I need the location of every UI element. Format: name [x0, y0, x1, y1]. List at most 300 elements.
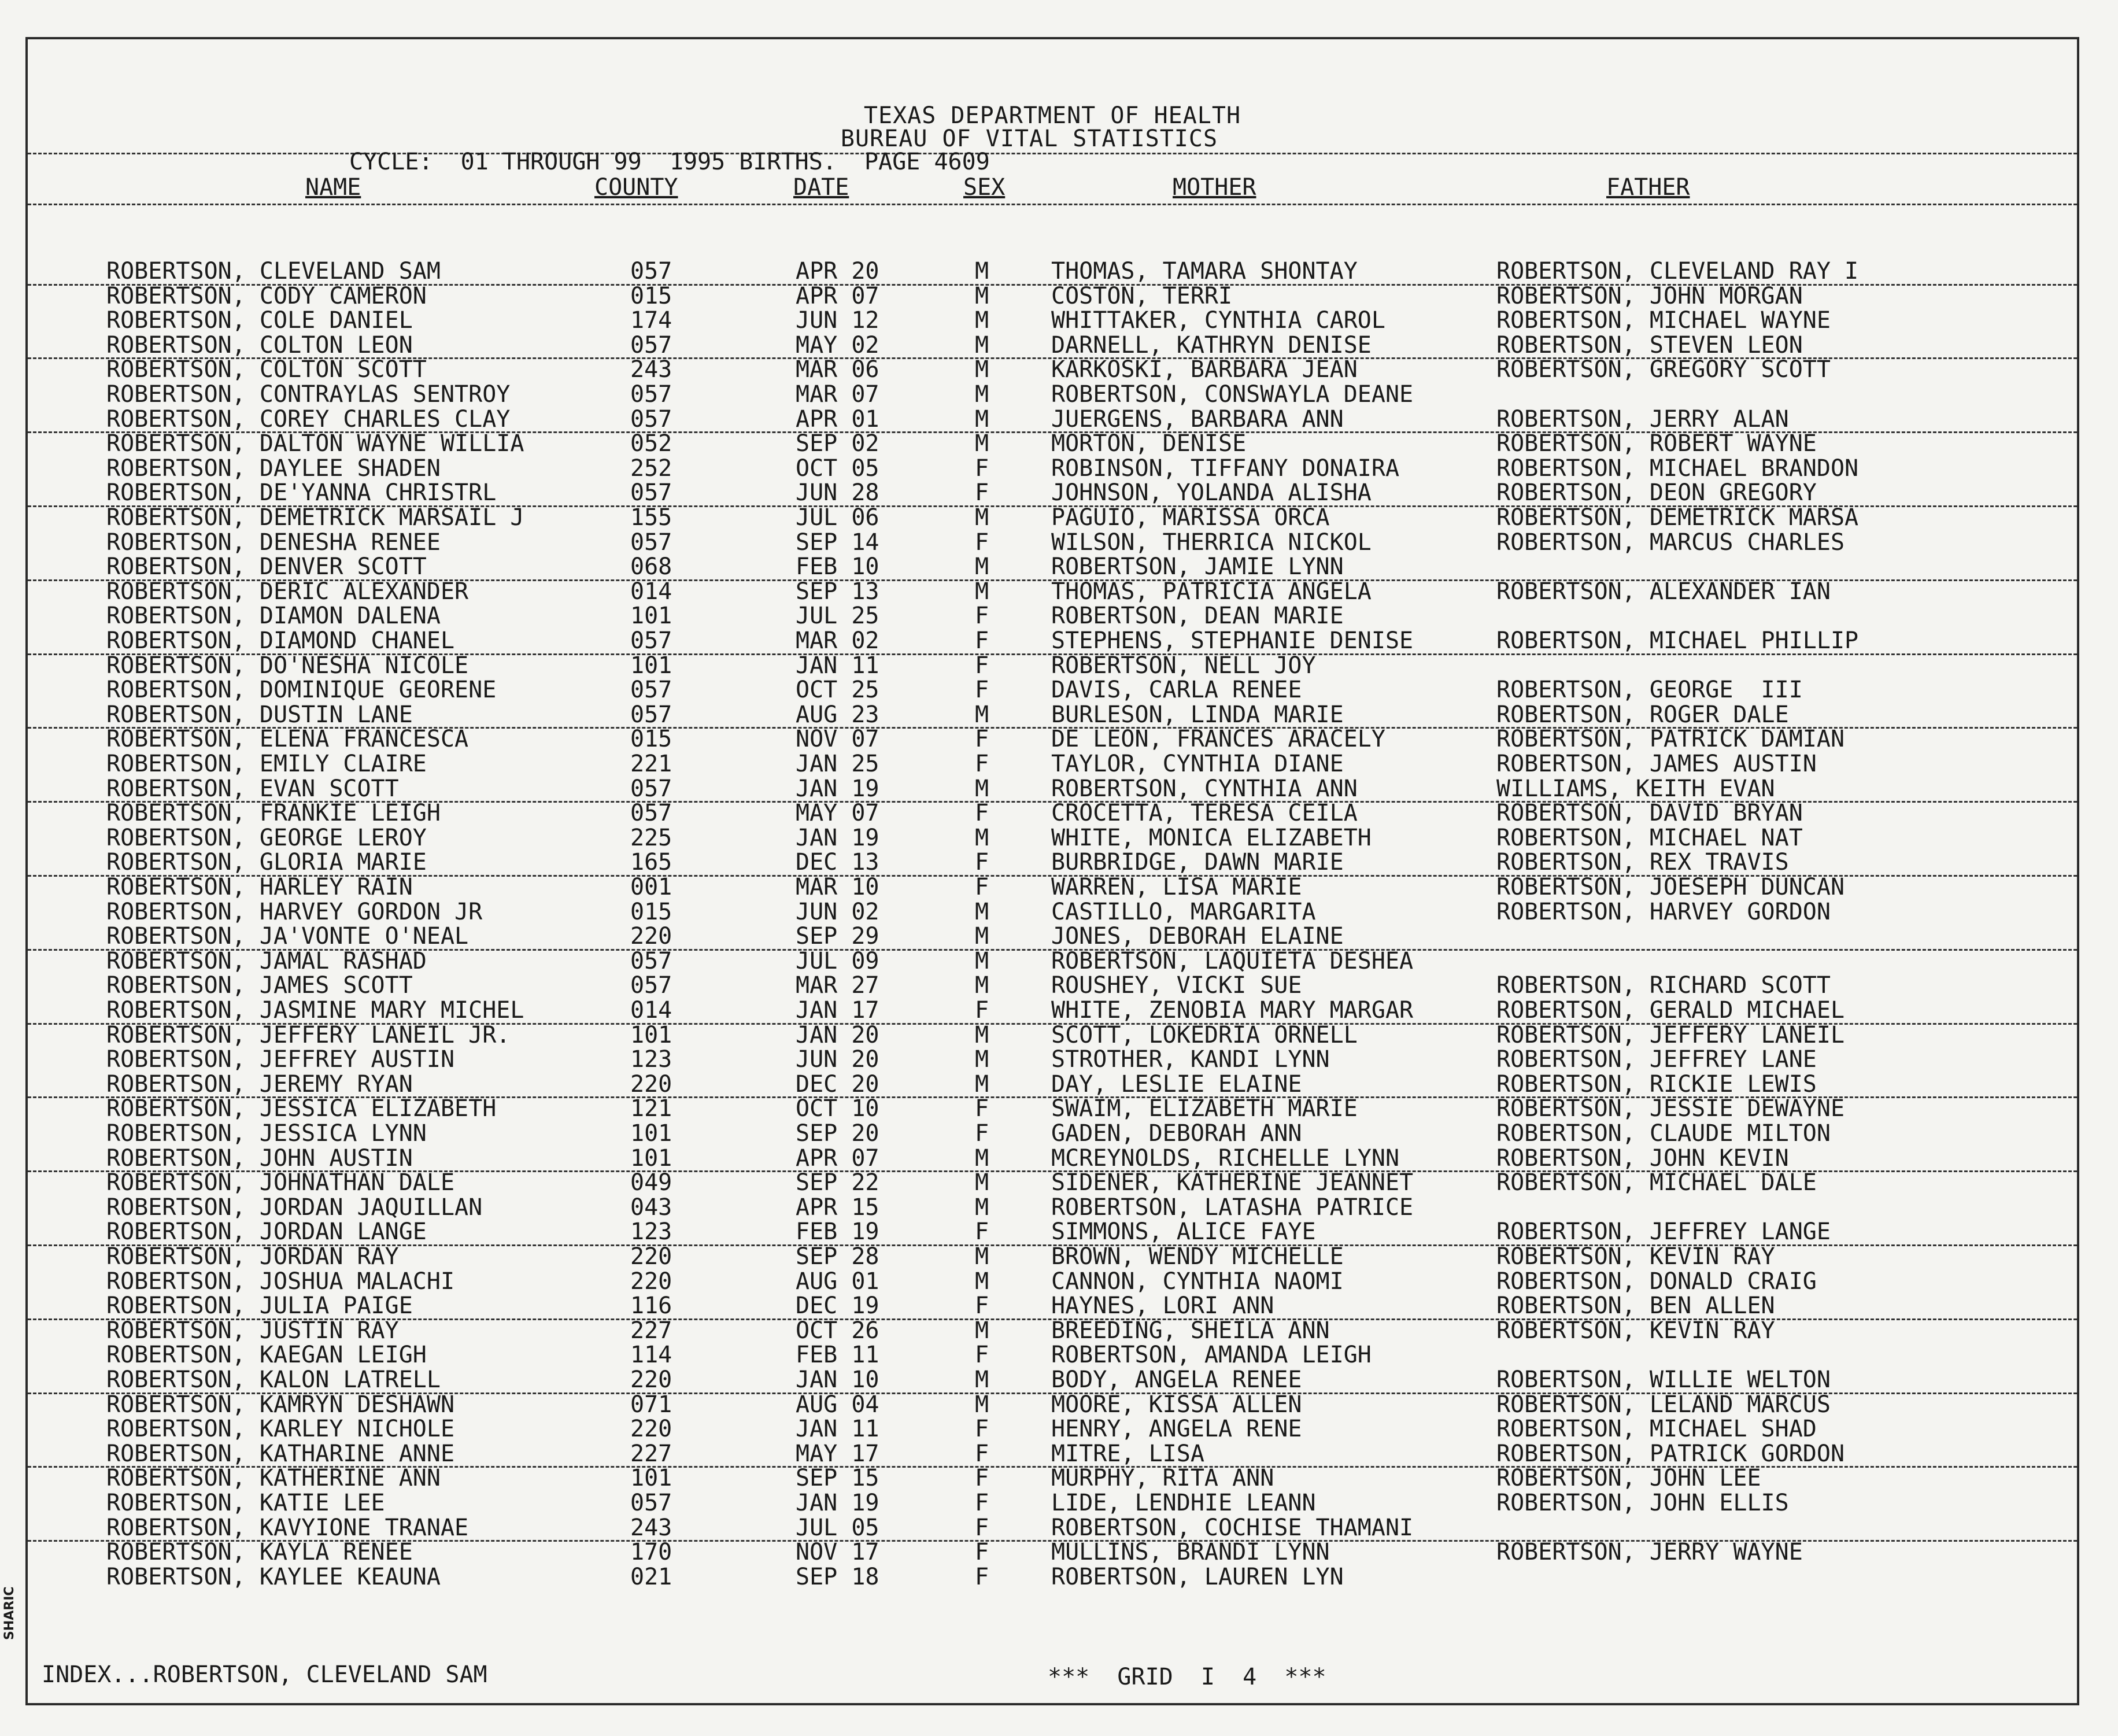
cell-mother: WHITE, MONICA ELIZABETH: [1051, 824, 1372, 851]
cell-county: 014: [630, 997, 672, 1024]
cell-name: ROBERTSON, JORDAN RAY: [106, 1243, 399, 1270]
cell-name: ROBERTSON, JAMES SCOTT: [106, 972, 413, 999]
cell-name: ROBERTSON, KATIE LEE: [106, 1490, 385, 1516]
cell-sex: M: [975, 504, 989, 531]
cell-date: FEB 10: [796, 553, 879, 581]
table-row: [28, 1023, 2077, 1048]
cell-sex: F: [975, 1465, 989, 1492]
cell-sex: M: [975, 1144, 989, 1172]
cell-date: JAN 19: [796, 824, 879, 851]
cell-date: OCT 05: [796, 455, 879, 482]
cell-sex: F: [975, 1095, 989, 1122]
column-header-date: DATE: [793, 174, 849, 201]
index-line: INDEX...ROBERTSON, CLEVELAND SAM: [42, 1661, 487, 1688]
cell-county: 116: [630, 1292, 672, 1320]
cell-county: 057: [630, 1490, 672, 1516]
cell-father: ROBERTSON, DEON GREGORY: [1496, 479, 1817, 507]
cell-mother: MULLINS, BRANDI LYNN: [1051, 1539, 1330, 1566]
cell-sex: M: [975, 1243, 989, 1270]
table-row: [28, 1540, 2077, 1565]
cell-date: NOV 17: [796, 1539, 879, 1566]
cell-date: AUG 23: [796, 701, 879, 728]
table-row: [28, 1195, 2077, 1220]
table-row: [28, 555, 2077, 581]
cell-sex: F: [975, 677, 989, 704]
table-row: [28, 727, 2077, 752]
table-row: [28, 1368, 2077, 1394]
cell-date: JAN 25: [796, 751, 879, 777]
cell-date: OCT 25: [796, 677, 879, 704]
cell-father: ROBERTSON, DAVID BRYAN: [1496, 800, 1803, 827]
table-row: [28, 703, 2077, 729]
cell-date: JUN 12: [796, 307, 879, 334]
cell-father: ROBERTSON, ROBERT WAYNE: [1496, 430, 1817, 457]
cell-name: ROBERTSON, DENVER SCOTT: [106, 553, 427, 581]
cell-father: ROBERTSON, HARVEY GORDON: [1496, 898, 1831, 925]
cell-county: 049: [630, 1169, 672, 1196]
cell-name: ROBERTSON, JUSTIN RAY: [106, 1317, 399, 1344]
cell-county: 220: [630, 1268, 672, 1295]
cell-sex: F: [975, 1490, 989, 1516]
cell-county: 220: [630, 1070, 672, 1098]
table-row: [28, 333, 2077, 360]
cell-county: 021: [630, 1563, 672, 1590]
cell-county: 155: [630, 504, 672, 531]
cell-name: ROBERTSON, JOSHUA MALACHI: [106, 1268, 455, 1295]
cell-date: OCT 10: [796, 1095, 879, 1122]
cell-county: 101: [630, 1120, 672, 1147]
cell-date: APR 07: [796, 282, 879, 309]
cell-date: JUN 28: [796, 479, 879, 507]
cell-father: ROBERTSON, ROGER DALE: [1496, 701, 1789, 728]
cell-father: ROBERTSON, MICHAEL NAT: [1496, 824, 1803, 851]
cell-mother: MORTON, DENISE: [1051, 430, 1247, 457]
cell-date: MAR 06: [796, 356, 879, 383]
cell-sex: F: [975, 726, 989, 753]
cell-father: ROBERTSON, REX TRAVIS: [1496, 849, 1789, 876]
cell-county: 057: [630, 800, 672, 827]
cell-date: MAY 17: [796, 1440, 879, 1467]
cell-date: FEB 11: [796, 1342, 879, 1369]
cell-mother: BROWN, WENDY MICHELLE: [1051, 1243, 1344, 1270]
cell-date: JAN 17: [796, 997, 879, 1024]
cell-name: ROBERTSON, DO'NESHA NICOLE: [106, 652, 469, 679]
cell-date: JAN 10: [796, 1366, 879, 1393]
cell-county: 057: [630, 405, 672, 433]
cell-date: FEB 19: [796, 1218, 879, 1246]
table-row: [28, 505, 2077, 530]
cell-county: 057: [630, 331, 672, 359]
cell-sex: F: [975, 800, 989, 827]
cell-county: 121: [630, 1095, 672, 1122]
cell-mother: ROBERTSON, CONSWAYLA DEANE: [1051, 381, 1414, 408]
cell-name: ROBERTSON, KAYLEE KEAUNA: [106, 1563, 441, 1590]
cell-mother: ROBERTSON, LAUREN LYN: [1051, 1563, 1344, 1590]
cell-date: JUL 06: [796, 504, 879, 531]
cell-county: 015: [630, 898, 672, 925]
cell-name: ROBERTSON, GEORGE LEROY: [106, 824, 427, 851]
cell-name: ROBERTSON, JULIA PAIGE: [106, 1292, 413, 1320]
cell-name: ROBERTSON, DALTON WAYNE WILLIA: [106, 430, 524, 457]
column-header-county: COUNTY: [594, 174, 678, 201]
cell-county: 252: [630, 455, 672, 482]
cell-county: 220: [630, 1366, 672, 1393]
cell-county: 057: [630, 258, 672, 285]
cell-county: 123: [630, 1218, 672, 1246]
table-row: [28, 456, 2077, 481]
cell-date: SEP 29: [796, 923, 879, 950]
cell-father: ROBERTSON, JOESEPH DUNCAN: [1496, 874, 1845, 900]
cell-county: 101: [630, 652, 672, 679]
cell-name: ROBERTSON, COLTON LEON: [106, 331, 413, 359]
cell-date: JAN 19: [796, 775, 879, 802]
cell-mother: COSTON, TERRI: [1051, 282, 1233, 309]
cell-date: JAN 11: [796, 652, 879, 679]
table-row: [28, 1491, 2077, 1516]
cell-mother: ROBERTSON, LAQUIETA DESHEA: [1051, 947, 1414, 974]
cell-sex: F: [975, 1416, 989, 1443]
cell-county: 057: [630, 381, 672, 408]
cell-mother: WILSON, THERRICA NICKOL: [1051, 529, 1372, 556]
cell-father: ROBERTSON, JOHN ELLIS: [1496, 1490, 1789, 1516]
cell-mother: BURBRIDGE, DAWN MARIE: [1051, 849, 1344, 876]
cell-county: 174: [630, 307, 672, 334]
table-row: [28, 1170, 2077, 1195]
cell-mother: SIMMONS, ALICE FAYE: [1051, 1218, 1316, 1246]
cell-date: AUG 01: [796, 1268, 879, 1295]
table-row: [28, 777, 2077, 803]
side-label: SHARIC: [2, 1586, 17, 1640]
cell-mother: ROBERTSON, NELL JOY: [1051, 652, 1316, 679]
cell-sex: M: [975, 1046, 989, 1073]
cell-mother: BREEDING, SHEILA ANN: [1051, 1317, 1330, 1344]
table-row: [28, 1244, 2077, 1269]
cell-county: 123: [630, 1046, 672, 1073]
table-row: [28, 1096, 2077, 1121]
table-row: [28, 530, 2077, 555]
cell-mother: MITRE, LISA: [1051, 1440, 1204, 1467]
cell-name: ROBERTSON, KARLEY NICHOLE: [106, 1416, 455, 1443]
cell-county: 220: [630, 1243, 672, 1270]
cell-sex: F: [975, 751, 989, 777]
cell-date: JAN 20: [796, 1021, 879, 1048]
cell-date: MAR 07: [796, 381, 879, 408]
cell-name: ROBERTSON, COLTON SCOTT: [106, 356, 427, 383]
cell-sex: M: [975, 824, 989, 851]
table-row: [28, 1417, 2077, 1442]
cell-mother: ROBINSON, TIFFANY DONAIRA: [1051, 455, 1400, 482]
header-agency: TEXAS DEPARTMENT OF HEALTH: [863, 102, 1241, 129]
cell-date: SEP 28: [796, 1243, 879, 1270]
cell-date: NOV 07: [796, 726, 879, 753]
cell-name: ROBERTSON, KALON LATRELL: [106, 1366, 441, 1393]
cell-sex: M: [975, 898, 989, 925]
cell-father: ROBERTSON, JOHN LEE: [1496, 1465, 1761, 1492]
cell-sex: F: [975, 479, 989, 507]
cell-mother: SIDENER, KATHERINE JEANNET: [1051, 1169, 1414, 1196]
table-row: [28, 1318, 2077, 1343]
cell-county: 101: [630, 1144, 672, 1172]
cell-father: ROBERTSON, GERALD MICHAEL: [1496, 997, 1845, 1024]
cell-date: AUG 04: [796, 1391, 879, 1418]
cell-county: 057: [630, 677, 672, 704]
cell-sex: F: [975, 529, 989, 556]
cell-county: 068: [630, 553, 672, 581]
cell-sex: M: [975, 381, 989, 408]
cell-father: ROBERTSON, JERRY WAYNE: [1496, 1539, 1803, 1566]
cell-mother: JONES, DEBORAH ELAINE: [1051, 923, 1344, 950]
cell-name: ROBERTSON, KAYLA RENEE: [106, 1539, 413, 1566]
cell-father: ROBERTSON, RICHARD SCOTT: [1496, 972, 1831, 999]
table-row: [28, 875, 2077, 900]
cell-father: ROBERTSON, MARCUS CHARLES: [1496, 529, 1845, 556]
cell-father: ROBERTSON, LELAND MARCUS: [1496, 1391, 1831, 1418]
cell-father: ROBERTSON, GREGORY SCOTT: [1496, 356, 1831, 383]
column-header-father: FATHER: [1606, 174, 1690, 201]
cell-mother: HAYNES, LORI ANN: [1051, 1292, 1274, 1320]
cell-name: ROBERTSON, DIAMON DALENA: [106, 603, 441, 630]
cell-name: ROBERTSON, GLORIA MARIE: [106, 849, 427, 876]
table-row: [28, 357, 2077, 382]
cell-date: APR 15: [796, 1194, 879, 1221]
cell-mother: KARKOSKI, BARBARA JEAN: [1051, 356, 1358, 383]
cell-sex: F: [975, 1292, 989, 1320]
table-row: [28, 1516, 2077, 1542]
cell-mother: WHITE, ZENOBIA MARY MARGAR: [1051, 997, 1414, 1024]
cell-father: ROBERTSON, PATRICK DAMIAN: [1496, 726, 1845, 753]
cell-date: APR 07: [796, 1144, 879, 1172]
cell-mother: STROTHER, KANDI LYNN: [1051, 1046, 1330, 1073]
cell-county: 227: [630, 1440, 672, 1467]
cell-name: ROBERTSON, DAYLEE SHADEN: [106, 455, 441, 482]
document-page: [25, 37, 2079, 1705]
table-row: [28, 629, 2077, 655]
table-row: [28, 407, 2077, 434]
cell-date: APR 20: [796, 258, 879, 285]
cell-county: 057: [630, 972, 672, 999]
cell-name: ROBERTSON, DENESHA RENEE: [106, 529, 441, 556]
cell-date: OCT 26: [796, 1317, 879, 1344]
cell-name: ROBERTSON, KATHERINE ANN: [106, 1465, 441, 1492]
table-row: [28, 924, 2077, 951]
cell-mother: CROCETTA, TERESA CEILA: [1051, 800, 1358, 827]
cell-sex: F: [975, 1218, 989, 1246]
table-row: [28, 678, 2077, 703]
cell-mother: TAYLOR, CYNTHIA DIANE: [1051, 751, 1344, 777]
table-row: [28, 826, 2077, 851]
cell-name: ROBERTSON, KATHARINE ANNE: [106, 1440, 455, 1467]
table-row: [28, 1121, 2077, 1146]
cell-date: JUN 20: [796, 1046, 879, 1073]
table-row: [28, 259, 2077, 286]
table-row: [28, 949, 2077, 974]
cell-father: ROBERTSON, CLEVELAND RAY I: [1496, 258, 1859, 285]
cell-date: JUL 25: [796, 603, 879, 630]
cell-name: ROBERTSON, JASMINE MARY MICHEL: [106, 997, 524, 1024]
cell-sex: M: [975, 405, 989, 433]
cell-name: ROBERTSON, COREY CHARLES CLAY: [106, 405, 511, 433]
cell-name: ROBERTSON, JEFFERY LANEIL JR.: [106, 1021, 511, 1048]
cell-county: 221: [630, 751, 672, 777]
cell-name: ROBERTSON, KAVYIONE TRANAE: [106, 1514, 469, 1541]
cell-mother: STEPHENS, STEPHANIE DENISE: [1051, 627, 1414, 654]
cell-county: 243: [630, 1514, 672, 1541]
table-row: [28, 752, 2077, 777]
cell-father: ROBERTSON, BEN ALLEN: [1496, 1292, 1775, 1320]
cell-sex: F: [975, 1440, 989, 1467]
cell-sex: M: [975, 972, 989, 999]
cell-date: SEP 18: [796, 1563, 879, 1590]
cell-county: 170: [630, 1539, 672, 1566]
cell-mother: THOMAS, TAMARA SHONTAY: [1051, 258, 1358, 285]
table-row: [28, 850, 2077, 877]
cell-county: 057: [630, 479, 672, 507]
cell-father: ROBERTSON, JESSIE DEWAYNE: [1496, 1095, 1845, 1122]
cell-name: ROBERTSON, DIAMOND CHANEL: [106, 627, 455, 654]
cell-sex: M: [975, 331, 989, 359]
cell-county: 057: [630, 775, 672, 802]
cell-name: ROBERTSON, HARVEY GORDON JR: [106, 898, 483, 925]
cell-date: DEC 13: [796, 849, 879, 876]
cell-sex: F: [975, 874, 989, 900]
cell-name: ROBERTSON, DERIC ALEXANDER: [106, 578, 469, 605]
cell-county: 071: [630, 1391, 672, 1418]
cell-mother: HENRY, ANGELA RENE: [1051, 1416, 1302, 1443]
cell-county: 101: [630, 1465, 672, 1492]
table-row: [28, 998, 2077, 1025]
cell-name: ROBERTSON, JESSICA ELIZABETH: [106, 1095, 497, 1122]
cell-father: WILLIAMS, KEITH EVAN: [1496, 775, 1775, 802]
cell-name: ROBERTSON, CONTRAYLAS SENTROY: [106, 381, 511, 408]
cell-sex: M: [975, 947, 989, 974]
cell-county: 227: [630, 1317, 672, 1344]
cell-date: MAY 07: [796, 800, 879, 827]
table-row: [28, 308, 2077, 333]
table-row: [28, 1565, 2077, 1590]
cell-mother: THOMAS, PATRICIA ANGELA: [1051, 578, 1372, 605]
cell-county: 243: [630, 356, 672, 383]
cell-date: DEC 19: [796, 1292, 879, 1320]
table-row: [28, 1072, 2077, 1099]
cell-father: ROBERTSON, PATRICK GORDON: [1496, 1440, 1845, 1467]
cell-county: 225: [630, 824, 672, 851]
cell-sex: F: [975, 1342, 989, 1369]
table-row: [28, 1442, 2077, 1468]
cell-county: 057: [630, 947, 672, 974]
cell-sex: F: [975, 849, 989, 876]
cell-county: 101: [630, 1021, 672, 1048]
cell-sex: F: [975, 627, 989, 654]
cell-date: SEP 22: [796, 1169, 879, 1196]
cell-name: ROBERTSON, CODY CAMERON: [106, 282, 427, 309]
cell-name: ROBERTSON, DEMETRICK MARSAIL J: [106, 504, 524, 531]
cell-county: 057: [630, 701, 672, 728]
cell-name: ROBERTSON, JAMAL RASHAD: [106, 947, 427, 974]
cell-mother: BURLESON, LINDA MARIE: [1051, 701, 1344, 728]
cell-mother: ROUSHEY, VICKI SUE: [1051, 972, 1302, 999]
cell-father: ROBERTSON, DONALD CRAIG: [1496, 1268, 1817, 1295]
cell-father: ROBERTSON, JERRY ALAN: [1496, 405, 1789, 433]
cell-name: ROBERTSON, JORDAN JAQUILLAN: [106, 1194, 483, 1221]
cell-date: MAR 27: [796, 972, 879, 999]
cell-mother: PAGUIO, MARISSA ORCA: [1051, 504, 1330, 531]
cell-name: ROBERTSON, JORDAN LANGE: [106, 1218, 427, 1246]
table-row: [28, 801, 2077, 826]
cell-sex: M: [975, 923, 989, 950]
table-row: [28, 1343, 2077, 1368]
cell-sex: M: [975, 356, 989, 383]
cell-mother: BODY, ANGELA RENEE: [1051, 1366, 1302, 1393]
cell-mother: CASTILLO, MARGARITA: [1051, 898, 1316, 925]
cell-name: ROBERTSON, JA'VONTE O'NEAL: [106, 923, 469, 950]
cell-date: MAR 02: [796, 627, 879, 654]
cell-county: 165: [630, 849, 672, 876]
cell-sex: M: [975, 1268, 989, 1295]
cell-father: ROBERTSON, MICHAEL SHAD: [1496, 1416, 1817, 1443]
cell-father: ROBERTSON, GEORGE III: [1496, 677, 1803, 704]
cell-county: 101: [630, 603, 672, 630]
header-bureau: BUREAU OF VITAL STATISTICS: [840, 125, 1218, 152]
cell-sex: M: [975, 258, 989, 285]
column-header-mother: MOTHER: [1173, 174, 1256, 201]
cycle-line: CYCLE: 01 THROUGH 99 1995 BIRTHS. PAGE 4609: [349, 149, 990, 175]
cell-name: ROBERTSON, ELENA FRANCESCA: [106, 726, 469, 753]
cell-mother: LIDE, LENDHIE LEANN: [1051, 1490, 1316, 1516]
cell-county: 052: [630, 430, 672, 457]
cell-mother: ROBERTSON, LATASHA PATRICE: [1051, 1194, 1414, 1221]
cell-sex: M: [975, 701, 989, 728]
cell-date: JAN 19: [796, 1490, 879, 1516]
cell-mother: ROBERTSON, DEAN MARIE: [1051, 603, 1344, 630]
cell-mother: CANNON, CYNTHIA NAOMI: [1051, 1268, 1344, 1295]
table-row: [28, 1047, 2077, 1072]
cell-date: SEP 20: [796, 1120, 879, 1147]
cell-mother: ROBERTSON, AMANDA LEIGH: [1051, 1342, 1372, 1369]
cell-mother: MCREYNOLDS, RICHELLE LYNN: [1051, 1144, 1400, 1172]
cell-sex: M: [975, 1366, 989, 1393]
cell-mother: ROBERTSON, JAMIE LYNN: [1051, 553, 1344, 581]
cell-mother: SCOTT, LOKEDRIA ORNELL: [1051, 1021, 1358, 1048]
cell-father: ROBERTSON, STEVEN LEON: [1496, 331, 1803, 359]
table-row: [28, 973, 2077, 998]
cell-sex: M: [975, 1317, 989, 1344]
cell-father: ROBERTSON, KEVIN RAY: [1496, 1243, 1775, 1270]
cell-sex: M: [975, 1169, 989, 1196]
table-row: [28, 579, 2077, 604]
header-divider: [28, 153, 2077, 154]
cell-date: MAR 10: [796, 874, 879, 900]
table-row: [28, 604, 2077, 629]
cell-sex: F: [975, 1539, 989, 1566]
cell-mother: WHITTAKER, CYNTHIA CAROL: [1051, 307, 1385, 334]
cell-date: SEP 14: [796, 529, 879, 556]
cell-father: ROBERTSON, MICHAEL PHILLIP: [1496, 627, 1859, 654]
cell-name: ROBERTSON, EMILY CLAIRE: [106, 751, 427, 777]
cell-mother: DAVIS, CARLA RENEE: [1051, 677, 1302, 704]
table-row: [28, 1220, 2077, 1246]
cell-name: ROBERTSON, JESSICA LYNN: [106, 1120, 427, 1147]
cell-county: 114: [630, 1342, 672, 1369]
cell-father: ROBERTSON, JEFFREY LANGE: [1496, 1218, 1831, 1246]
table-row: [28, 1393, 2077, 1417]
cell-date: APR 01: [796, 405, 879, 433]
cell-sex: F: [975, 1563, 989, 1590]
cell-county: 043: [630, 1194, 672, 1221]
cell-county: 057: [630, 529, 672, 556]
cell-county: 001: [630, 874, 672, 900]
cell-sex: M: [975, 282, 989, 309]
cell-sex: M: [975, 430, 989, 457]
